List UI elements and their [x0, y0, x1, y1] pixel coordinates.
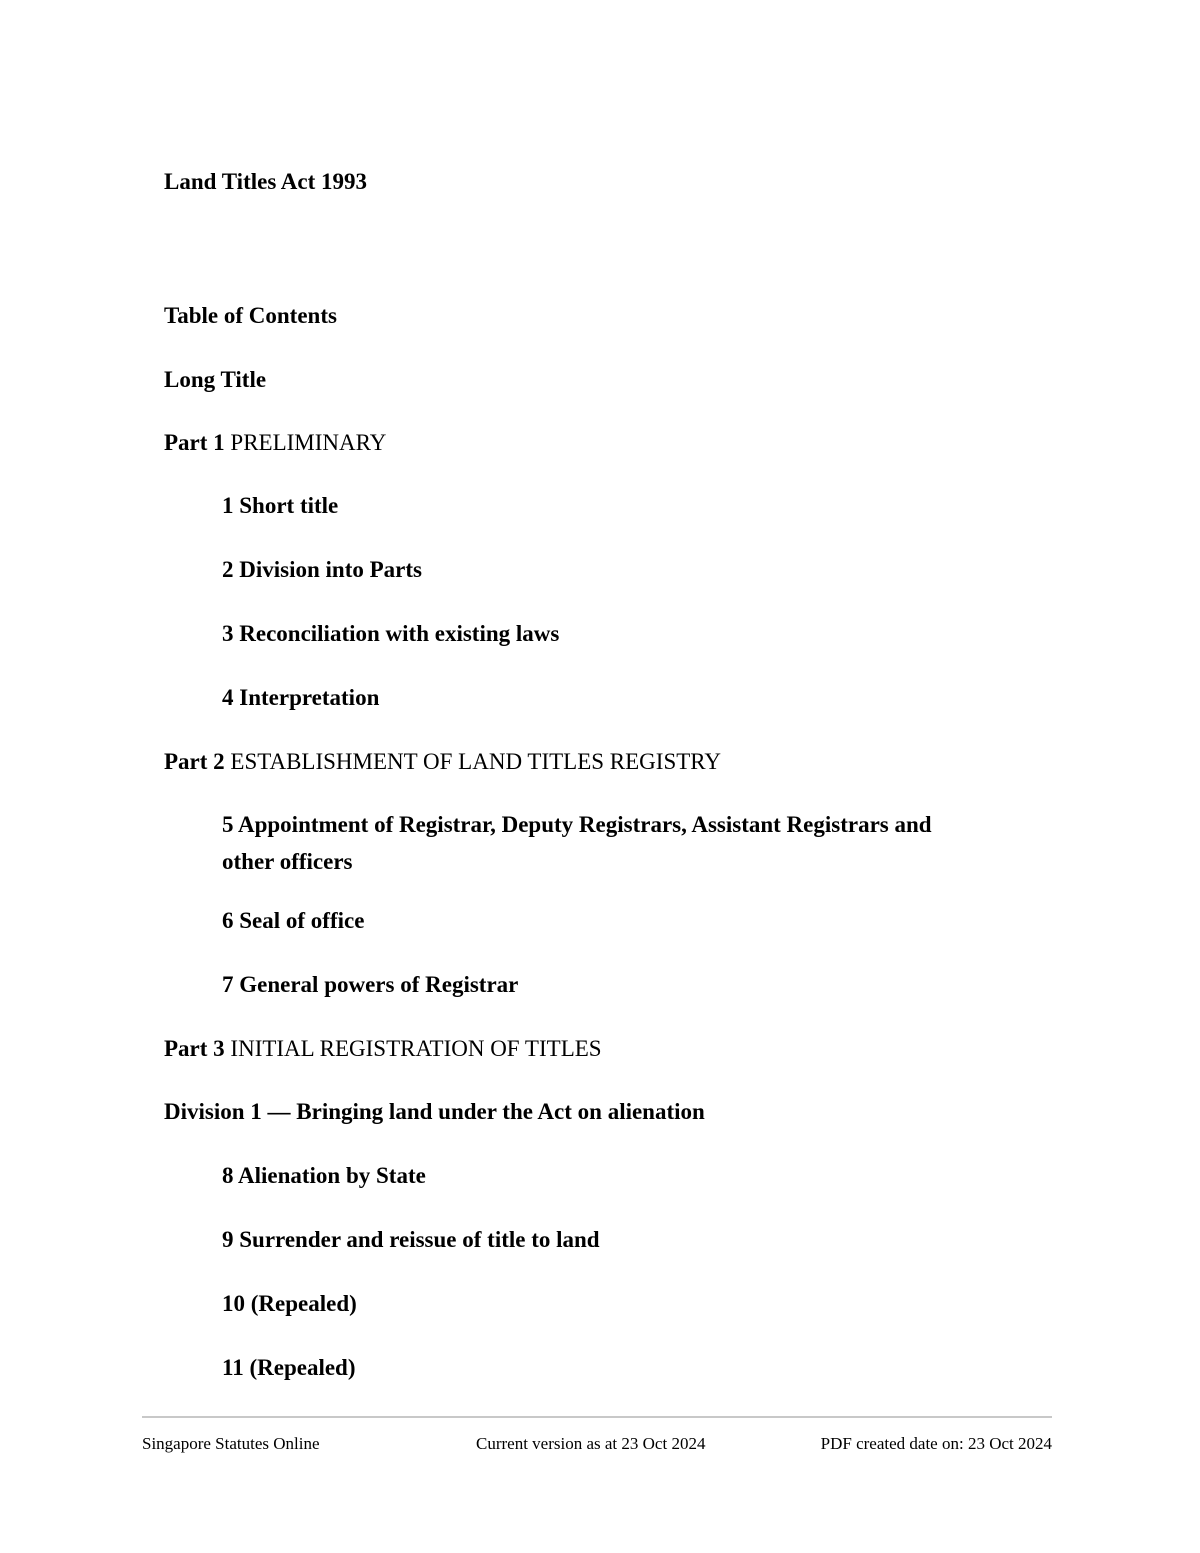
toc-section-2[interactable]: 2 Division into Parts	[222, 557, 422, 582]
part-title: INITIAL REGISTRATION OF TITLES	[230, 1036, 602, 1061]
footer-divider	[142, 1416, 1052, 1418]
footer-source: Singapore Statutes Online	[142, 1434, 320, 1453]
toc-section-4[interactable]: 4 Interpretation	[222, 685, 380, 710]
part-title: ESTABLISHMENT OF LAND TITLES REGISTRY	[230, 749, 721, 774]
toc-part-3[interactable]	[164, 1035, 1024, 1098]
toc-section-6[interactable]: 6 Seal of office	[222, 908, 365, 933]
toc-heading: Table of Contents	[164, 303, 337, 328]
part-label: Part 1	[164, 430, 225, 455]
toc-section-5[interactable]: 5 Appointment of Registrar, Deputy Registrars, Assistant Registrars and other officers	[222, 812, 932, 874]
toc-section-11[interactable]: 11 (Repealed)	[222, 1355, 356, 1380]
table-of-contents	[164, 302, 1024, 1418]
toc-section-8[interactable]: 8 Alienation by State	[222, 1163, 426, 1188]
toc-long-title[interactable]: Long Title	[164, 367, 267, 392]
part-label: Part 2	[164, 749, 225, 774]
page-footer	[142, 1432, 1052, 1456]
footer-pdf-created: PDF created date on: 23 Oct 2024	[820, 1434, 1052, 1453]
toc-part-1[interactable]	[164, 429, 1024, 492]
toc-section-7[interactable]: 7 General powers of Registrar	[222, 972, 519, 997]
toc-division-1[interactable]: Division 1 — Bringing land under the Act on alienation	[164, 1099, 705, 1124]
toc-section-1[interactable]: 1 Short title	[222, 493, 339, 518]
toc-section-9[interactable]: 9 Surrender and reissue of title to land	[222, 1227, 600, 1252]
footer-current-version: Current version as at 23 Oct 2024	[476, 1434, 706, 1453]
toc-section-3[interactable]: 3 Reconciliation with existing laws	[222, 621, 560, 646]
part-label: Part 3	[164, 1036, 225, 1061]
part-title: PRELIMINARY	[230, 430, 387, 455]
toc-part-2[interactable]	[164, 748, 1024, 811]
document-title: Land Titles Act 1993	[164, 169, 367, 194]
toc-section-10[interactable]: 10 (Repealed)	[222, 1291, 357, 1316]
